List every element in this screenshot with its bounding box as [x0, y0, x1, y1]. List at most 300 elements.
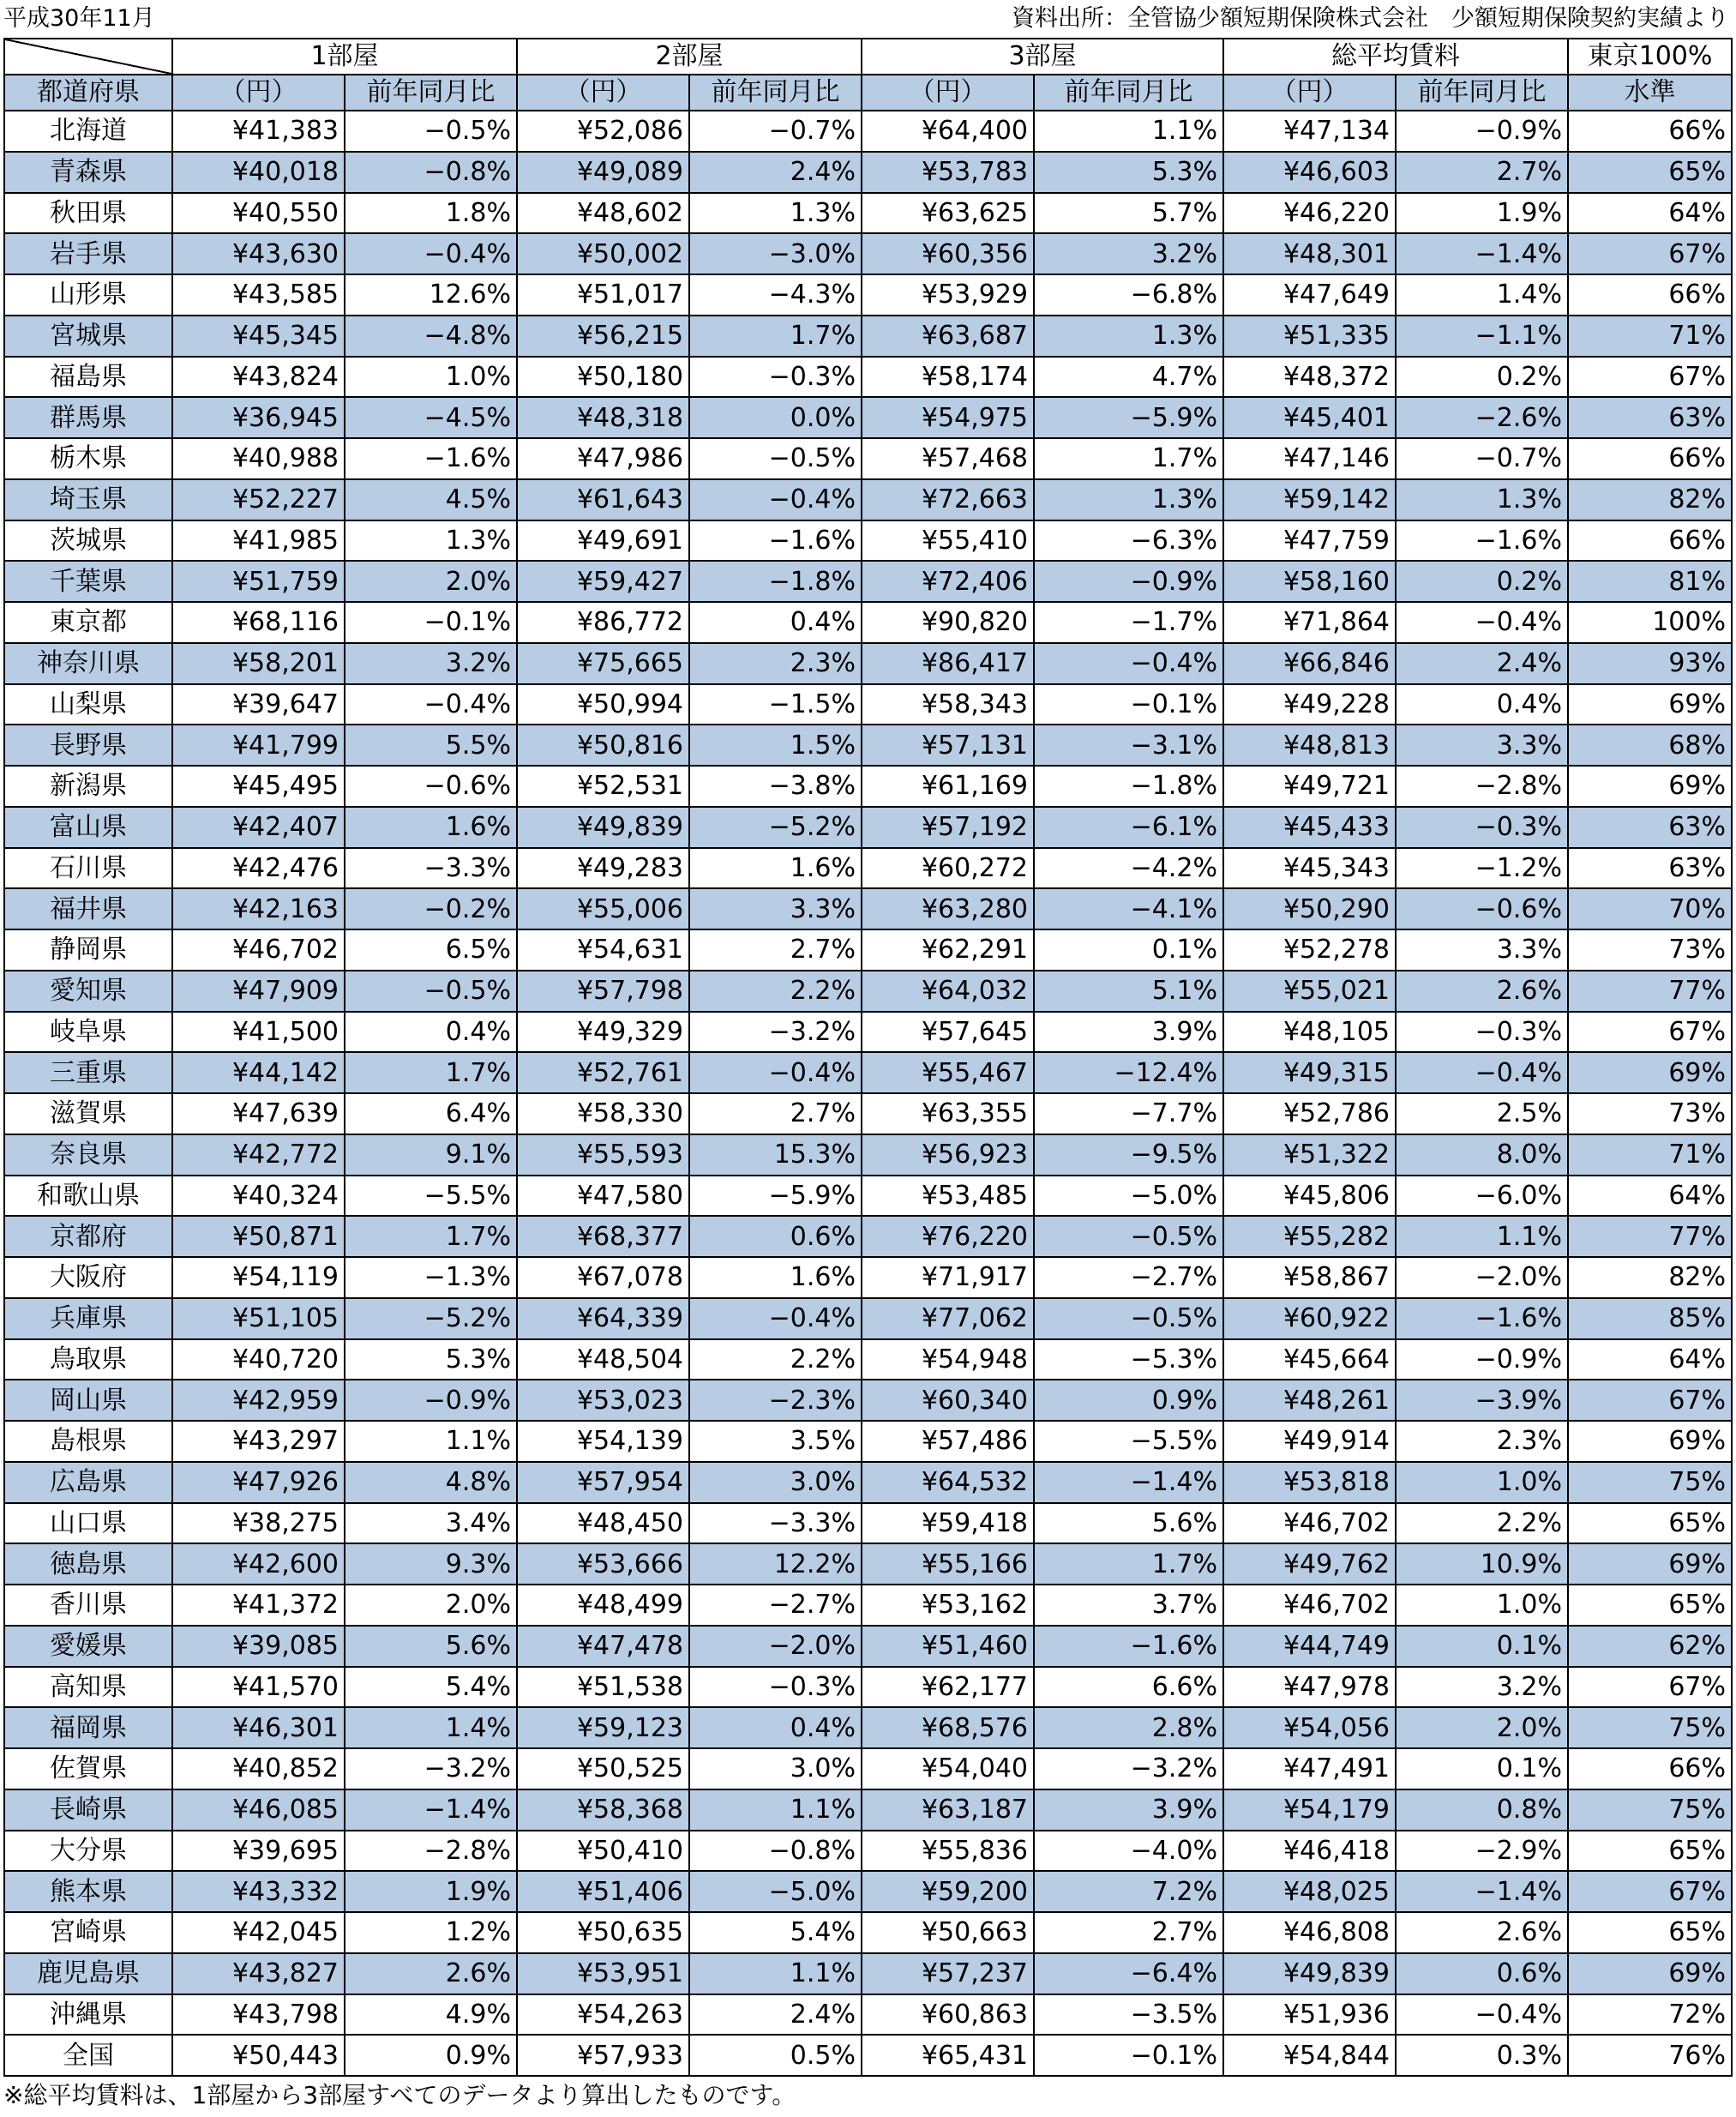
value-cell: ¥54,119 — [172, 1257, 345, 1298]
value-cell: 3.0% — [689, 1462, 862, 1503]
value-cell: ¥36,945 — [172, 397, 345, 438]
table-row — [4, 1585, 1732, 1626]
value-cell: 1.9% — [345, 1871, 517, 1912]
value-cell: −3.8% — [689, 766, 862, 807]
value-cell: −4.2% — [1034, 848, 1223, 889]
value-cell: −4.1% — [1034, 888, 1223, 929]
table-row — [4, 357, 1732, 398]
value-cell: 71% — [1568, 1134, 1732, 1176]
value-cell: −0.5% — [1034, 1216, 1223, 1257]
value-cell: −0.4% — [1034, 643, 1223, 684]
value-cell: ¥59,418 — [862, 1503, 1034, 1544]
value-cell: ¥45,664 — [1223, 1339, 1396, 1380]
value-cell: ¥63,187 — [862, 1789, 1034, 1831]
value-cell: 71% — [1568, 316, 1732, 357]
prefecture-cell: 富山県 — [4, 807, 172, 848]
value-cell: −0.5% — [689, 438, 862, 479]
prefecture-cell: 岡山県 — [4, 1380, 172, 1421]
value-cell: ¥51,538 — [517, 1667, 689, 1708]
value-cell: ¥58,201 — [172, 643, 345, 684]
table-row — [4, 1831, 1732, 1872]
prefecture-cell: 青森県 — [4, 152, 172, 193]
table-row — [4, 725, 1732, 766]
prefecture-cell: 秋田県 — [4, 193, 172, 234]
value-cell: 5.3% — [345, 1339, 517, 1380]
value-cell: −3.3% — [689, 1503, 862, 1544]
value-cell: ¥57,131 — [862, 725, 1034, 766]
table-row — [4, 1012, 1732, 1053]
value-cell: 4.5% — [345, 479, 517, 520]
value-cell: −1.7% — [1034, 602, 1223, 643]
group-header-2room: 2部屋 — [517, 39, 862, 75]
value-cell: ¥57,645 — [862, 1012, 1034, 1053]
value-cell: −0.4% — [1396, 602, 1568, 643]
value-cell: ¥53,666 — [517, 1543, 689, 1585]
value-cell: 2.7% — [689, 929, 862, 971]
value-cell: 69% — [1568, 1953, 1732, 1994]
value-cell: −9.5% — [1034, 1134, 1223, 1176]
prefecture-cell: 鳥取県 — [4, 1339, 172, 1380]
value-cell: ¥47,759 — [1223, 520, 1396, 562]
value-cell: ¥48,318 — [517, 397, 689, 438]
value-cell: ¥49,839 — [517, 807, 689, 848]
table-row — [4, 152, 1732, 193]
value-cell: ¥43,297 — [172, 1421, 345, 1462]
value-cell: 63% — [1568, 807, 1732, 848]
value-cell: −5.9% — [1034, 397, 1223, 438]
value-cell: −1.8% — [689, 561, 862, 602]
value-cell: 64% — [1568, 193, 1732, 234]
report-date: 平成30年11月 — [3, 5, 155, 32]
value-cell: ¥49,228 — [1223, 684, 1396, 725]
value-cell: ¥51,105 — [172, 1298, 345, 1339]
value-cell: 2.7% — [689, 1093, 862, 1134]
value-cell: ¥47,986 — [517, 438, 689, 479]
prefecture-cell: 佐賀県 — [4, 1748, 172, 1789]
table-row — [4, 1543, 1732, 1585]
value-cell: ¥63,625 — [862, 193, 1034, 234]
value-cell: ¥48,450 — [517, 1503, 689, 1544]
value-cell: ¥58,330 — [517, 1093, 689, 1134]
table-row — [4, 888, 1732, 929]
value-cell: 0.1% — [1396, 1626, 1568, 1667]
table-row — [4, 1912, 1732, 1953]
value-cell: 12.6% — [345, 274, 517, 316]
value-cell: ¥77,062 — [862, 1298, 1034, 1339]
value-cell: ¥64,400 — [862, 111, 1034, 152]
value-cell: 2.7% — [1396, 152, 1568, 193]
value-cell: 0.6% — [1396, 1953, 1568, 1994]
value-cell: ¥54,056 — [1223, 1707, 1396, 1748]
value-cell: 69% — [1568, 684, 1732, 725]
table-row — [4, 766, 1732, 807]
value-cell: ¥60,863 — [862, 1994, 1034, 2036]
table-row — [4, 1789, 1732, 1831]
value-cell: −0.7% — [1396, 438, 1568, 479]
prefecture-cell: 徳島県 — [4, 1543, 172, 1585]
value-cell: ¥58,174 — [862, 357, 1034, 398]
value-cell: 0.6% — [689, 1216, 862, 1257]
value-cell: 1.6% — [345, 807, 517, 848]
prefecture-cell: 山形県 — [4, 274, 172, 316]
value-cell: ¥64,339 — [517, 1298, 689, 1339]
value-cell: 6.4% — [345, 1093, 517, 1134]
value-cell: ¥52,278 — [1223, 929, 1396, 971]
value-cell: ¥49,089 — [517, 152, 689, 193]
value-cell: −3.2% — [345, 1748, 517, 1789]
value-cell: ¥50,410 — [517, 1831, 689, 1872]
prefecture-cell: 神奈川県 — [4, 643, 172, 684]
value-cell: ¥48,105 — [1223, 1012, 1396, 1053]
table-row — [4, 643, 1732, 684]
value-cell: −2.0% — [689, 1626, 862, 1667]
value-cell: −0.5% — [345, 971, 517, 1012]
value-cell: 67% — [1568, 1380, 1732, 1421]
value-cell: 1.0% — [1396, 1585, 1568, 1626]
value-cell: ¥52,786 — [1223, 1093, 1396, 1134]
rent-table — [3, 38, 1733, 2077]
value-cell: −1.6% — [689, 520, 862, 562]
value-cell: −2.0% — [1396, 1257, 1568, 1298]
prefecture-cell: 和歌山県 — [4, 1176, 172, 1217]
value-cell: ¥55,410 — [862, 520, 1034, 562]
value-cell: 5.4% — [689, 1912, 862, 1953]
value-cell: ¥66,846 — [1223, 643, 1396, 684]
value-cell: 3.3% — [1396, 725, 1568, 766]
value-cell: 65% — [1568, 152, 1732, 193]
footnote: ※総平均賃料は、1部屋から3部屋すべてのデータより算出したものです。 — [3, 2081, 796, 2109]
value-cell: 69% — [1568, 1421, 1732, 1462]
value-cell: −5.5% — [1034, 1421, 1223, 1462]
value-cell: 1.7% — [345, 1052, 517, 1093]
value-cell: 3.2% — [1396, 1667, 1568, 1708]
value-cell: 5.3% — [1034, 152, 1223, 193]
value-cell: 2.0% — [345, 561, 517, 602]
value-cell: ¥57,237 — [862, 1953, 1034, 1994]
value-cell: −1.8% — [1034, 766, 1223, 807]
value-cell: 67% — [1568, 357, 1732, 398]
value-cell: ¥72,406 — [862, 561, 1034, 602]
value-cell: 0.4% — [345, 1012, 517, 1053]
value-cell: ¥51,017 — [517, 274, 689, 316]
total-row — [4, 2035, 1732, 2076]
value-cell: ¥42,959 — [172, 1380, 345, 1421]
group-header-tokyo: 東京100% — [1568, 39, 1732, 75]
prefecture-cell: 高知県 — [4, 1667, 172, 1708]
value-cell: ¥63,280 — [862, 888, 1034, 929]
value-cell: −12.4% — [1034, 1052, 1223, 1093]
value-cell: ¥40,018 — [172, 152, 345, 193]
value-cell: 0.0% — [689, 397, 862, 438]
value-cell: −3.1% — [1034, 725, 1223, 766]
value-cell: 1.2% — [345, 1912, 517, 1953]
value-cell: ¥57,954 — [517, 1462, 689, 1503]
prefecture-cell: 長野県 — [4, 725, 172, 766]
value-cell: 1.1% — [1396, 1216, 1568, 1257]
value-cell: 5.6% — [345, 1626, 517, 1667]
value-cell: 73% — [1568, 1093, 1732, 1134]
value-cell: −0.9% — [345, 1380, 517, 1421]
value-cell: ¥58,867 — [1223, 1257, 1396, 1298]
prefecture-cell: 埼玉県 — [4, 479, 172, 520]
value-cell: −5.5% — [345, 1176, 517, 1217]
value-cell: 0.2% — [1396, 357, 1568, 398]
value-cell: ¥53,162 — [862, 1585, 1034, 1626]
value-cell: 12.2% — [689, 1543, 862, 1585]
value-cell: ¥67,078 — [517, 1257, 689, 1298]
value-cell: ¥54,179 — [1223, 1789, 1396, 1831]
table-body — [4, 111, 1732, 2076]
prefecture-cell: 鹿児島県 — [4, 1953, 172, 1994]
prefecture-cell: 茨城県 — [4, 520, 172, 562]
value-cell: ¥53,023 — [517, 1380, 689, 1421]
value-cell: 62% — [1568, 1626, 1732, 1667]
table-row — [4, 848, 1732, 889]
value-cell: ¥53,485 — [862, 1176, 1034, 1217]
value-cell: −0.3% — [689, 1667, 862, 1708]
sub-header-yoy: 前年同月比 — [1034, 75, 1223, 111]
value-cell: 15.3% — [689, 1134, 862, 1176]
value-cell: 0.2% — [1396, 561, 1568, 602]
table-row — [4, 684, 1732, 725]
prefecture-cell: 大阪府 — [4, 1257, 172, 1298]
value-cell: −1.1% — [1396, 316, 1568, 357]
value-cell: 0.9% — [1034, 1380, 1223, 1421]
value-cell: 73% — [1568, 929, 1732, 971]
value-cell: ¥61,643 — [517, 479, 689, 520]
value-cell: 2.6% — [345, 1953, 517, 1994]
table-row — [4, 602, 1732, 643]
value-cell: −1.6% — [1034, 1626, 1223, 1667]
value-cell: ¥57,933 — [517, 2035, 689, 2076]
prefecture-cell: 北海道 — [4, 111, 172, 152]
table-row — [4, 1667, 1732, 1708]
value-cell: −2.8% — [345, 1831, 517, 1872]
value-cell: ¥76,220 — [862, 1216, 1034, 1257]
prefecture-cell: 兵庫県 — [4, 1298, 172, 1339]
table-row — [4, 1421, 1732, 1462]
value-cell: ¥52,761 — [517, 1052, 689, 1093]
value-cell: ¥46,808 — [1223, 1912, 1396, 1953]
value-cell: −2.3% — [689, 1380, 862, 1421]
value-cell: ¥60,272 — [862, 848, 1034, 889]
table-row — [4, 971, 1732, 1012]
value-cell: 3.9% — [1034, 1789, 1223, 1831]
table-row — [4, 1994, 1732, 2036]
value-cell: 67% — [1568, 1012, 1732, 1053]
value-cell: −0.5% — [1034, 1298, 1223, 1339]
value-cell: ¥48,602 — [517, 193, 689, 234]
value-cell: −0.8% — [345, 152, 517, 193]
value-cell: 2.2% — [689, 1339, 862, 1380]
value-cell: ¥47,926 — [172, 1462, 345, 1503]
value-cell: ¥57,468 — [862, 438, 1034, 479]
value-cell: −0.9% — [1034, 561, 1223, 602]
value-cell: ¥58,160 — [1223, 561, 1396, 602]
value-cell: ¥48,504 — [517, 1339, 689, 1380]
corner-cell — [4, 39, 172, 75]
table-row — [4, 1380, 1732, 1421]
value-cell: −0.4% — [345, 233, 517, 274]
value-cell: −0.6% — [1396, 888, 1568, 929]
prefecture-cell: 全国 — [4, 2035, 172, 2076]
value-cell: 0.3% — [1396, 2035, 1568, 2076]
value-cell: −1.5% — [689, 684, 862, 725]
value-cell: −5.2% — [689, 807, 862, 848]
table-row — [4, 807, 1732, 848]
table-row — [4, 1134, 1732, 1176]
value-cell: 65% — [1568, 1585, 1732, 1626]
value-cell: ¥54,040 — [862, 1748, 1034, 1789]
value-cell: −0.6% — [345, 766, 517, 807]
sub-header-level: 水準 — [1568, 75, 1732, 111]
value-cell: ¥49,721 — [1223, 766, 1396, 807]
value-cell: ¥50,663 — [862, 1912, 1034, 1953]
value-cell: ¥48,372 — [1223, 357, 1396, 398]
prefecture-cell: 群馬県 — [4, 397, 172, 438]
value-cell: ¥45,343 — [1223, 848, 1396, 889]
table-row — [4, 1216, 1732, 1257]
value-cell: ¥54,844 — [1223, 2035, 1396, 2076]
value-cell: −6.1% — [1034, 807, 1223, 848]
table-row — [4, 1707, 1732, 1748]
value-cell: ¥41,570 — [172, 1667, 345, 1708]
table-row — [4, 520, 1732, 562]
value-cell: ¥42,407 — [172, 807, 345, 848]
value-cell: 66% — [1568, 1748, 1732, 1789]
value-cell: ¥55,006 — [517, 888, 689, 929]
prefecture-cell: 岐阜県 — [4, 1012, 172, 1053]
value-cell: 2.0% — [345, 1585, 517, 1626]
value-cell: 66% — [1568, 274, 1732, 316]
value-cell: ¥90,820 — [862, 602, 1034, 643]
value-cell: −4.0% — [1034, 1831, 1223, 1872]
value-cell: 2.5% — [1396, 1093, 1568, 1134]
value-cell: 64% — [1568, 1339, 1732, 1380]
value-cell: 0.9% — [345, 2035, 517, 2076]
value-cell: 2.2% — [689, 971, 862, 1012]
value-cell: 5.7% — [1034, 193, 1223, 234]
value-cell: −1.4% — [1396, 1871, 1568, 1912]
value-cell: 0.4% — [689, 602, 862, 643]
value-cell: ¥50,871 — [172, 1216, 345, 1257]
value-cell: −1.4% — [1034, 1462, 1223, 1503]
value-cell: ¥75,665 — [517, 643, 689, 684]
table-row — [4, 316, 1732, 357]
value-cell: −0.9% — [1396, 1339, 1568, 1380]
value-cell: 1.1% — [345, 1421, 517, 1462]
prefecture-cell: 山梨県 — [4, 684, 172, 725]
value-cell: 75% — [1568, 1789, 1732, 1831]
value-cell: −0.1% — [1034, 2035, 1223, 2076]
table-row — [4, 397, 1732, 438]
value-cell: 3.2% — [345, 643, 517, 684]
value-cell: ¥60,340 — [862, 1380, 1034, 1421]
value-cell: −0.1% — [1034, 684, 1223, 725]
value-cell: ¥86,417 — [862, 643, 1034, 684]
value-cell: ¥47,639 — [172, 1093, 345, 1134]
value-cell: 2.0% — [1396, 1707, 1568, 1748]
value-cell: ¥53,818 — [1223, 1462, 1396, 1503]
value-cell: 77% — [1568, 1216, 1732, 1257]
value-cell: ¥47,909 — [172, 971, 345, 1012]
value-cell: 2.3% — [1396, 1421, 1568, 1462]
prefecture-cell: 愛媛県 — [4, 1626, 172, 1667]
value-cell: 2.2% — [1396, 1503, 1568, 1544]
value-cell: 66% — [1568, 111, 1732, 152]
value-cell: 7.2% — [1034, 1871, 1223, 1912]
value-cell: ¥41,383 — [172, 111, 345, 152]
value-cell: −0.2% — [345, 888, 517, 929]
sub-header-yen: （円） — [517, 75, 689, 111]
value-cell: −4.8% — [345, 316, 517, 357]
prefecture-cell: 宮崎県 — [4, 1912, 172, 1953]
value-cell: ¥49,839 — [1223, 1953, 1396, 1994]
value-cell: ¥50,816 — [517, 725, 689, 766]
value-cell: −3.3% — [345, 848, 517, 889]
value-cell: 4.7% — [1034, 357, 1223, 398]
value-cell: 1.3% — [1396, 479, 1568, 520]
table-row — [4, 929, 1732, 971]
table-row — [4, 111, 1732, 152]
value-cell: 9.1% — [345, 1134, 517, 1176]
value-cell: 67% — [1568, 1871, 1732, 1912]
value-cell: 4.9% — [345, 1994, 517, 2036]
value-cell: ¥46,220 — [1223, 193, 1396, 234]
prefecture-cell: 愛知県 — [4, 971, 172, 1012]
value-cell: −5.0% — [689, 1871, 862, 1912]
value-cell: −1.3% — [345, 1257, 517, 1298]
value-cell: ¥68,576 — [862, 1707, 1034, 1748]
value-cell: −0.4% — [1396, 1994, 1568, 2036]
value-cell: ¥48,813 — [1223, 725, 1396, 766]
value-cell: 2.8% — [1034, 1707, 1223, 1748]
value-cell: −3.9% — [1396, 1380, 1568, 1421]
value-cell: ¥46,702 — [172, 929, 345, 971]
value-cell: ¥43,332 — [172, 1871, 345, 1912]
value-cell: ¥57,798 — [517, 971, 689, 1012]
value-cell: ¥48,261 — [1223, 1380, 1396, 1421]
value-cell: 65% — [1568, 1831, 1732, 1872]
value-cell: 69% — [1568, 1543, 1732, 1585]
value-cell: ¥55,836 — [862, 1831, 1034, 1872]
value-cell: ¥42,476 — [172, 848, 345, 889]
value-cell: 64% — [1568, 1176, 1732, 1217]
value-cell: ¥43,824 — [172, 357, 345, 398]
value-cell: 75% — [1568, 1707, 1732, 1748]
prefecture-cell: 香川県 — [4, 1585, 172, 1626]
value-cell: 4.8% — [345, 1462, 517, 1503]
value-cell: 85% — [1568, 1298, 1732, 1339]
sub-header-yen: （円） — [172, 75, 345, 111]
value-cell: −5.9% — [689, 1176, 862, 1217]
value-cell: 1.1% — [1034, 111, 1223, 152]
value-cell: ¥46,702 — [1223, 1585, 1396, 1626]
value-cell: −0.1% — [345, 602, 517, 643]
value-cell: ¥44,749 — [1223, 1626, 1396, 1667]
table-row — [4, 1462, 1732, 1503]
table-row — [4, 1093, 1732, 1134]
value-cell: ¥48,025 — [1223, 1871, 1396, 1912]
value-cell: −3.5% — [1034, 1994, 1223, 2036]
value-cell: ¥71,917 — [862, 1257, 1034, 1298]
table-row — [4, 561, 1732, 602]
value-cell: ¥54,139 — [517, 1421, 689, 1462]
value-cell: ¥55,166 — [862, 1543, 1034, 1585]
value-cell: ¥49,315 — [1223, 1052, 1396, 1093]
value-cell: ¥40,852 — [172, 1748, 345, 1789]
value-cell: −1.6% — [1396, 520, 1568, 562]
